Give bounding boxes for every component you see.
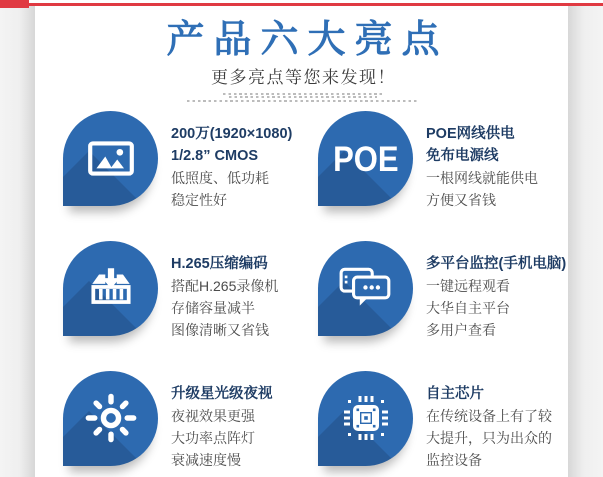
feature-body-line: 夜视效果更强 bbox=[171, 407, 255, 424]
feature-body-line: 一键远程观看 bbox=[426, 277, 510, 294]
feature-title-line: POE网线供电 bbox=[426, 125, 515, 142]
dash-row bbox=[229, 96, 377, 98]
feature-text bbox=[426, 123, 538, 211]
feature-title-line: 1/2.8” CMOS bbox=[171, 147, 259, 164]
feature-body-line: 稳定性好 bbox=[171, 191, 227, 208]
photo-image-icon bbox=[63, 111, 158, 206]
left-page-margin bbox=[0, 5, 35, 477]
compress-archive-icon bbox=[63, 241, 158, 336]
feature-body-line: 大华自主平台 bbox=[426, 299, 510, 316]
multi-device-chat-icon bbox=[318, 241, 413, 336]
feature-text bbox=[426, 383, 552, 471]
feature-body-line: 监控设备 bbox=[426, 451, 482, 468]
feature-body-line: 大提升，只为出众的 bbox=[426, 429, 552, 446]
feature-text bbox=[171, 123, 292, 211]
feature-body-line: 方便又省钱 bbox=[426, 191, 496, 208]
feature-title-line: 自主芯片 bbox=[426, 385, 484, 402]
feature-text bbox=[426, 253, 566, 341]
page-subtitle: 更多亮点等您来发现！ bbox=[211, 67, 396, 87]
feature-card bbox=[63, 111, 318, 206]
poe-text-icon bbox=[318, 111, 413, 206]
decorative-dashes bbox=[35, 93, 570, 102]
feature-card bbox=[63, 371, 318, 466]
page-title: 产品六大亮点 bbox=[166, 19, 449, 61]
top-red-line bbox=[0, 3, 603, 6]
feature-body-line: 低照度、低功耗 bbox=[171, 169, 269, 186]
feature-title-line: 多平台监控(手机电脑) bbox=[426, 255, 567, 272]
dash-row bbox=[187, 100, 419, 102]
feature-title-line: 200万(1920×1080) bbox=[171, 125, 293, 142]
feature-text bbox=[171, 253, 278, 341]
feature-title-line: 升级星光级夜视 bbox=[171, 385, 273, 402]
feature-body-line: 存储容量减半 bbox=[171, 299, 255, 316]
feature-body-line: 多用户查看 bbox=[426, 321, 496, 338]
feature-body-line: 搭配H.265录像机 bbox=[171, 277, 279, 294]
right-page-margin bbox=[568, 5, 603, 477]
starlight-brightness-icon bbox=[63, 371, 158, 466]
poe-label: POE bbox=[332, 138, 399, 179]
feature-card bbox=[318, 371, 570, 466]
feature-title-line: 免布电源线 bbox=[426, 147, 499, 164]
highlights-panel bbox=[35, 8, 570, 466]
feature-body-line: 衰减速度慢 bbox=[171, 451, 241, 468]
feature-title-line: H.265压缩编码 bbox=[171, 255, 268, 272]
feature-body-line: 大功率点阵灯 bbox=[171, 429, 255, 446]
feature-text bbox=[171, 383, 273, 471]
feature-body-line: 在传统设备上有了较 bbox=[426, 407, 552, 424]
feature-card bbox=[318, 241, 570, 336]
feature-body-line: 一根网线就能供电 bbox=[426, 169, 538, 186]
chip-icon bbox=[318, 371, 413, 466]
top-left-red-block bbox=[0, 0, 29, 8]
feature-card bbox=[63, 241, 318, 336]
feature-body-line: 图像清晰又省钱 bbox=[171, 321, 269, 338]
feature-card bbox=[318, 111, 570, 206]
feature-grid bbox=[35, 111, 570, 466]
dash-row bbox=[223, 93, 383, 95]
